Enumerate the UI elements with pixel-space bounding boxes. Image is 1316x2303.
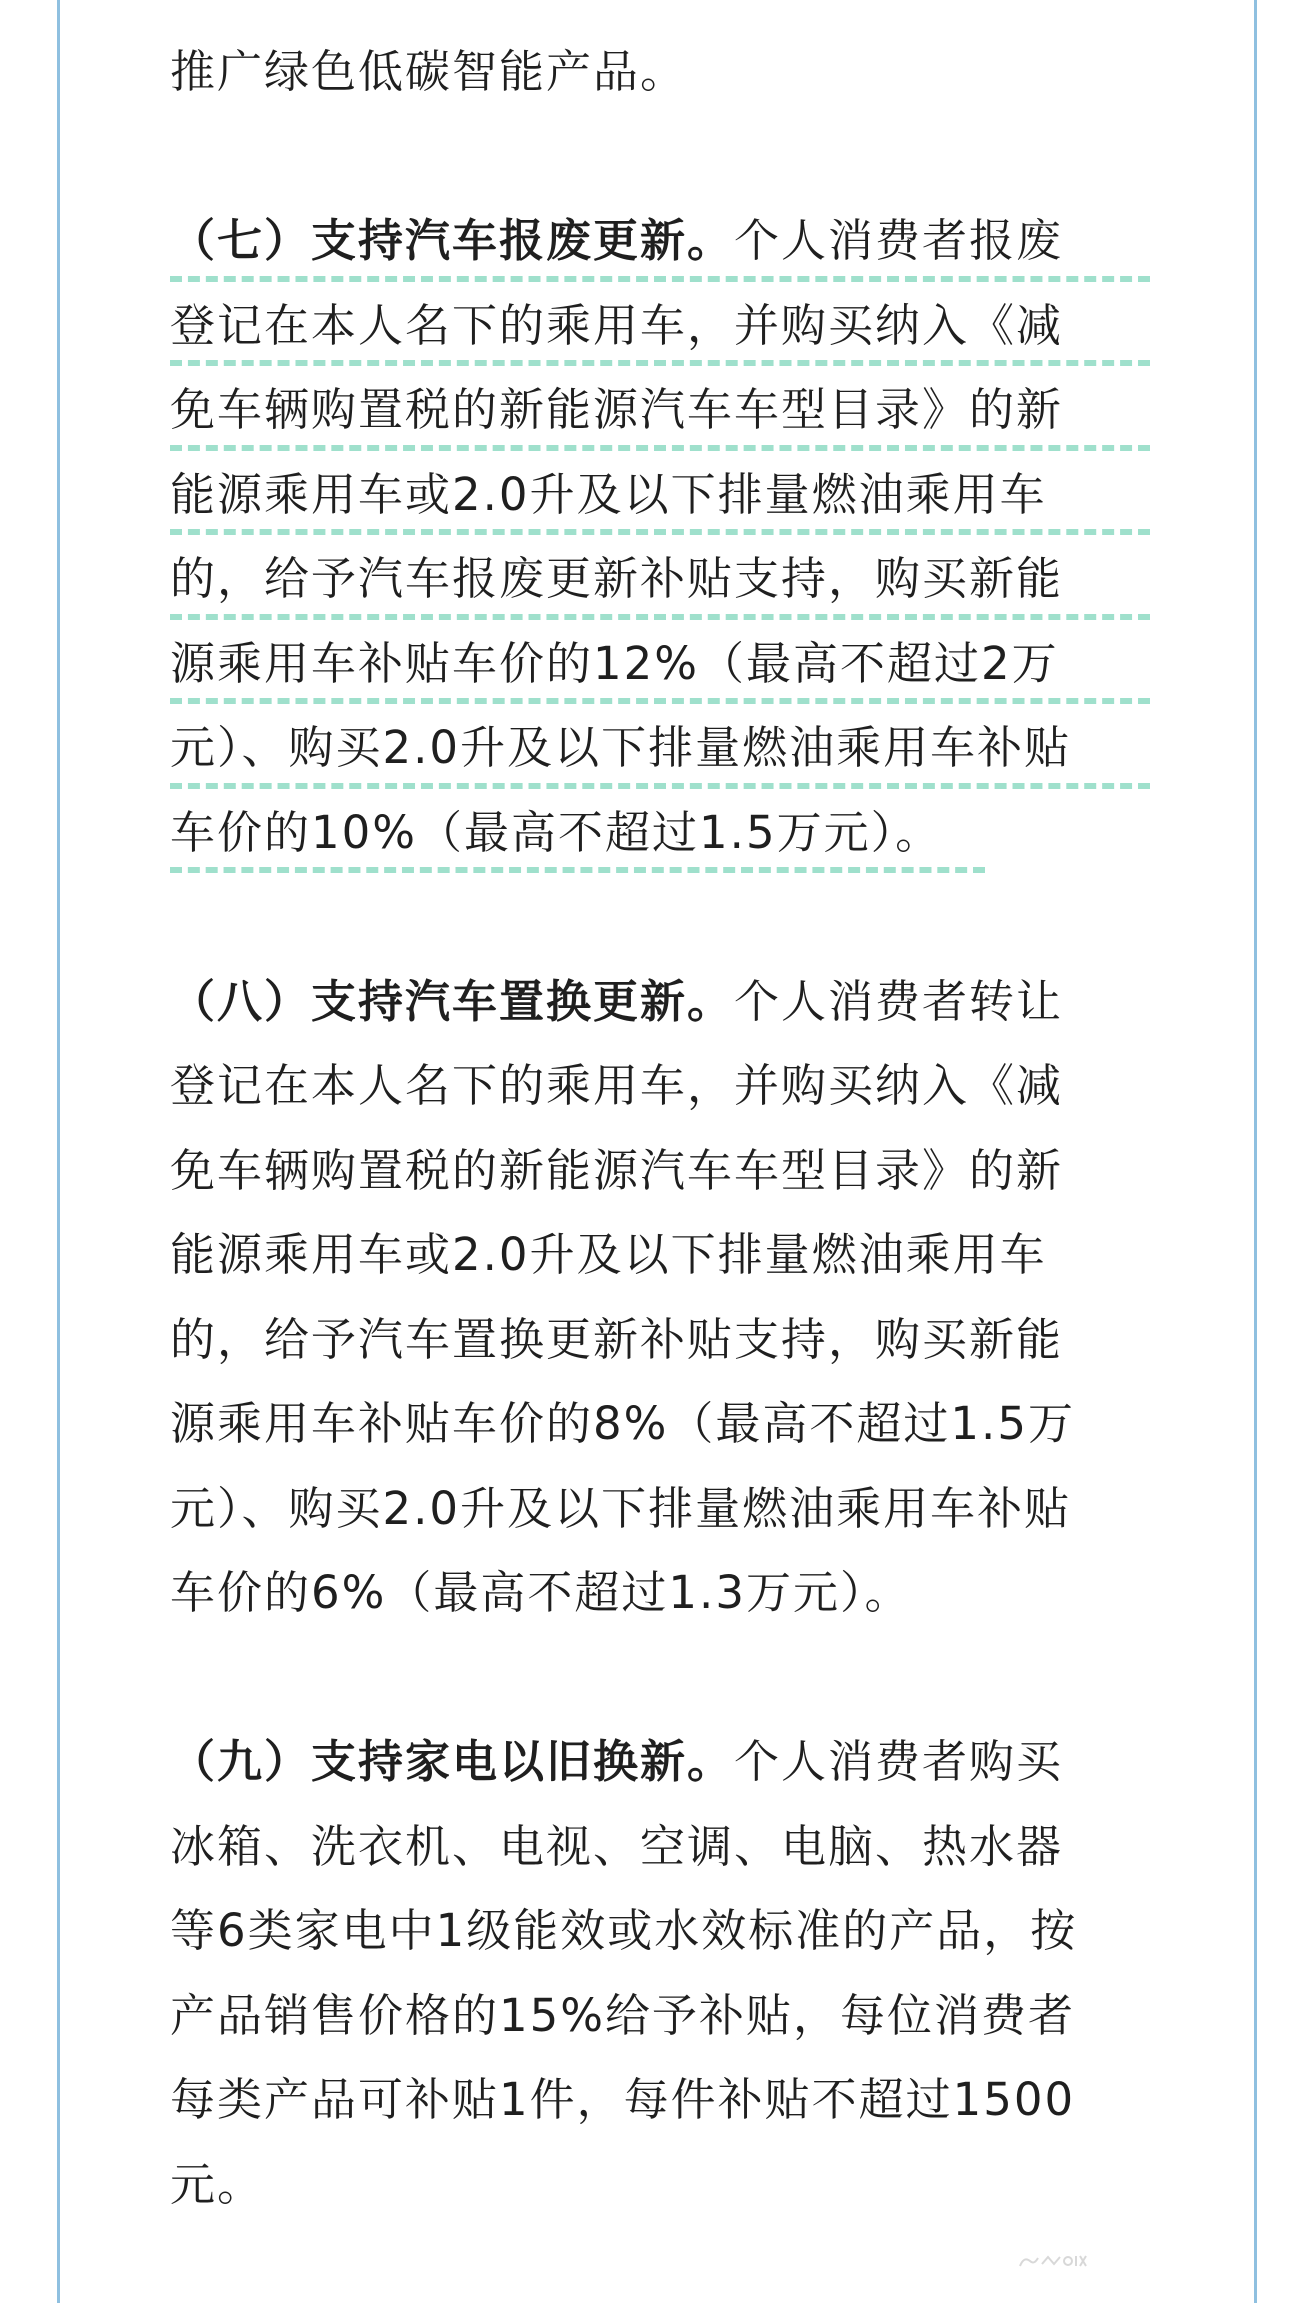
line-text: 免车辆购置税的新能源汽车车型目录》的新 bbox=[170, 383, 1064, 436]
line-text: 个人消费者转让 bbox=[734, 974, 1064, 1028]
text-line bbox=[170, 1467, 1150, 1552]
line-text: 推广绿色低碳智能产品。 bbox=[170, 45, 688, 98]
section-heading: （九）支持家电以旧换新。 bbox=[170, 1735, 735, 1788]
text-line bbox=[170, 1720, 1150, 1805]
paragraph-gap bbox=[170, 115, 1150, 200]
line-text: 能源乘用车或2.0升及以下排量燃油乘用车 bbox=[170, 467, 1047, 521]
text-line bbox=[170, 1382, 1150, 1467]
text-line bbox=[170, 1805, 1150, 1890]
highlighted-text-line bbox=[170, 706, 1150, 791]
line-text: 车价的10%（最高不超过1.5万元）。 bbox=[170, 805, 943, 859]
text-line bbox=[170, 1213, 1150, 1298]
highlighted-text-line bbox=[170, 622, 1150, 707]
highlighted-text-line bbox=[170, 791, 1150, 876]
right-border-line bbox=[1254, 0, 1257, 2303]
line-text: 的，给予汽车报废更新补贴支持，购买新能 bbox=[170, 552, 1064, 605]
line-text: 个人消费者报废 bbox=[734, 214, 1064, 267]
document-body bbox=[170, 30, 1150, 2227]
line-text: 源乘用车补贴车价的12%（最高不超过2万 bbox=[170, 636, 1059, 690]
line-text: 登记在本人名下的乘用车，并购买纳入《减 bbox=[170, 298, 1064, 352]
highlighted-text-line bbox=[170, 368, 1150, 453]
section-heading: （七）支持汽车报废更新。 bbox=[170, 214, 735, 267]
text-line bbox=[170, 1298, 1150, 1383]
line-text: 等6类家电中1级能效或水效标准的产品，按 bbox=[170, 1904, 1078, 1957]
paragraph-gap bbox=[170, 1636, 1150, 1721]
text-line bbox=[170, 1551, 1150, 1636]
text-line bbox=[170, 1044, 1150, 1129]
line-text: 车价的6%（最高不超过1.3万元）。 bbox=[170, 1566, 912, 1619]
text-line bbox=[170, 30, 1150, 115]
text-line bbox=[170, 960, 1150, 1045]
text-line bbox=[170, 2143, 1150, 2228]
line-text: 产品销售价格的15%给予补贴，每位消费者 bbox=[170, 1988, 1076, 2042]
line-text: 每类产品可补贴1件，每件补贴不超过1500 bbox=[170, 2073, 1076, 2126]
text-line bbox=[170, 2058, 1150, 2143]
line-text: 元）、购买2.0升及以下排量燃油乘用车补贴 bbox=[170, 1481, 1072, 1535]
line-text: 的，给予汽车置换更新补贴支持，购买新能 bbox=[170, 1312, 1064, 1366]
line-text: 个人消费者购买 bbox=[734, 1735, 1064, 1788]
highlighted-text-line bbox=[170, 537, 1150, 622]
highlighted-text-line bbox=[170, 199, 1150, 284]
text-line bbox=[170, 1974, 1150, 2059]
line-text: 能源乘用车或2.0升及以下排量燃油乘用车 bbox=[170, 1228, 1047, 1281]
section-heading: （八）支持汽车置换更新。 bbox=[170, 974, 735, 1028]
highlighted-text-line bbox=[170, 284, 1150, 369]
text-line bbox=[170, 1889, 1150, 1974]
weibo-watermark-icon bbox=[1018, 2252, 1098, 2270]
text-line bbox=[170, 1129, 1150, 1214]
highlighted-text-line bbox=[170, 453, 1150, 538]
line-text: 源乘用车补贴车价的8%（最高不超过1.5万 bbox=[170, 1397, 1075, 1450]
line-text: 登记在本人名下的乘用车，并购买纳入《减 bbox=[170, 1059, 1064, 1112]
line-text: 免车辆购置税的新能源汽车车型目录》的新 bbox=[170, 1143, 1064, 1197]
paragraph-gap bbox=[170, 875, 1150, 960]
line-text: 元。 bbox=[170, 2157, 265, 2211]
line-text: 元）、购买2.0升及以下排量燃油乘用车补贴 bbox=[170, 721, 1072, 774]
line-text: 冰箱、洗衣机、电视、空调、电脑、热水器 bbox=[170, 1819, 1064, 1873]
left-border-line bbox=[57, 0, 60, 2303]
